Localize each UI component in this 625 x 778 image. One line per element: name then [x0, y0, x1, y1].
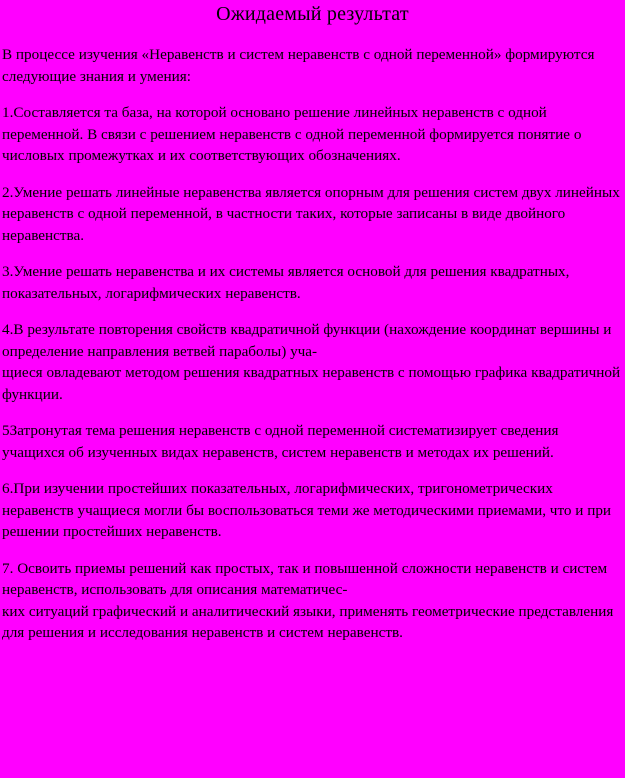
list-item: 6.При изучении простейших показательных, логарифмических, тригонометрических неравенств учащиеся могли бы воспользоваться теми же методическими приемами, что и при решении простейших неравенств. — [2, 480, 612, 540]
list-item: 1.Составляется та база, на которой основано решение линейных неравенств с одной переменной. В связи с решением неравенств с одной переменной формируется понятие о числовых промежутках и их соответствующих обозначениях. — [2, 104, 582, 164]
document-title: Ожидаемый результат — [216, 3, 409, 25]
list-item: 2.Умение решать линейные неравенства является опорным для решения систем двух линейных неравенств с одной переменной, в частности таких, которые записаны в виде двойного неравенства. — [2, 183, 620, 244]
document-intro: В процессе изучения «Неравенств и систем неравенств с одной переменной» формируются следующие знания и умения: — [2, 46, 595, 85]
list-item: 4.В результате повторения свойств квадратичной функции (нахождение координат вершины и определение направления ветвей параболы) уча- щиеся овладевают методом решения квадратных неравенств с помощью графика квадратичной функции. — [2, 321, 621, 403]
list-item: 3.Умение решать неравенства и их системы является основой для решения квадратных, показательных, логарифмических неравенств. — [2, 263, 570, 302]
list-item: 7. Освоить приемы решений как простых, так и повышенной сложности неравенств и систем неравенств, использовать для описания математичес- ких ситуаций графический и аналитический языки, применять геометрические представления для решения и исследования неравенств и систем неравенств. — [2, 559, 614, 641]
list-item: 5Затронутая тема решения неравенств с одной переменной систематизирует сведения учащихся об изученных видах неравенств, систем неравенств и методах их решений. — [2, 422, 559, 461]
